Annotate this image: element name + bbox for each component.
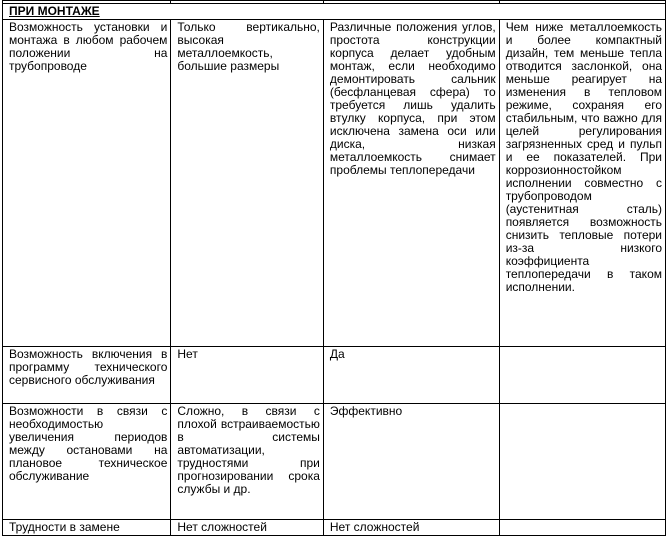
option-a-cell: Нет (171, 347, 324, 404)
table-row (3, 347, 666, 404)
comment-cell: Чем ниже металлоемкость и более компактный дизайн, тем меньше тепла отводится заслонкой, она меньше реагирует на изменения в тепловом режиме, сохраняя его стабильным, что важно для целей регулирования загрязненных сред и пульп и ее показателей. При коррозионностойком исполнении совместно с трубопроводом (аустенитная сталь) появляется возможность снизить тепловые потери из-за низкого коэффициента теплопередачи в таком исполнении. (499, 20, 665, 347)
comment-cell (499, 347, 665, 404)
section-header-cell (3, 4, 666, 20)
table-row (3, 520, 666, 536)
criterion-cell: Возможность включения в программу технического сервисного обслуживания (3, 347, 171, 404)
comment-cell (499, 520, 665, 536)
section-header: ПРИ МОНТАЖЕ (9, 4, 100, 18)
option-a-cell: Только вертикально, высокая металлоемкость, большие размеры (171, 20, 324, 347)
table-row (3, 404, 666, 520)
table-row (3, 20, 666, 347)
option-b-cell: Нет сложностей (323, 520, 499, 536)
option-b-cell: Эффективно (323, 404, 499, 520)
option-a-cell: Сложно, в связи с плохой встраиваемостью в системы автоматизации, трудностями при прогнозировании срока службы и др. (171, 404, 324, 520)
option-b-cell: Различные положения углов, простота конструкции корпуса делает удобным монтаж, если необходимо демонтировать сальник (бесфланцевая сфера) то требуется лишь удалить втулку корпуса, при этом исключена замена оси или диска, низкая металлоемкость снимает проблемы теплопередачи (323, 20, 499, 347)
option-a-cell: Нет сложностей (171, 520, 324, 536)
comparison-table (2, 0, 666, 536)
criterion-cell: Возможности в связи с необходимостью увеличения периодов между остановами на плановое техническое обслуживание (3, 404, 171, 520)
comment-cell (499, 404, 665, 520)
criterion-cell: Трудности в замене (3, 520, 171, 536)
criterion-cell: Возможность установки и монтажа в любом рабочем положении на трубопроводе (3, 20, 171, 347)
option-b-cell: Да (323, 347, 499, 404)
section-header-row (3, 4, 666, 20)
